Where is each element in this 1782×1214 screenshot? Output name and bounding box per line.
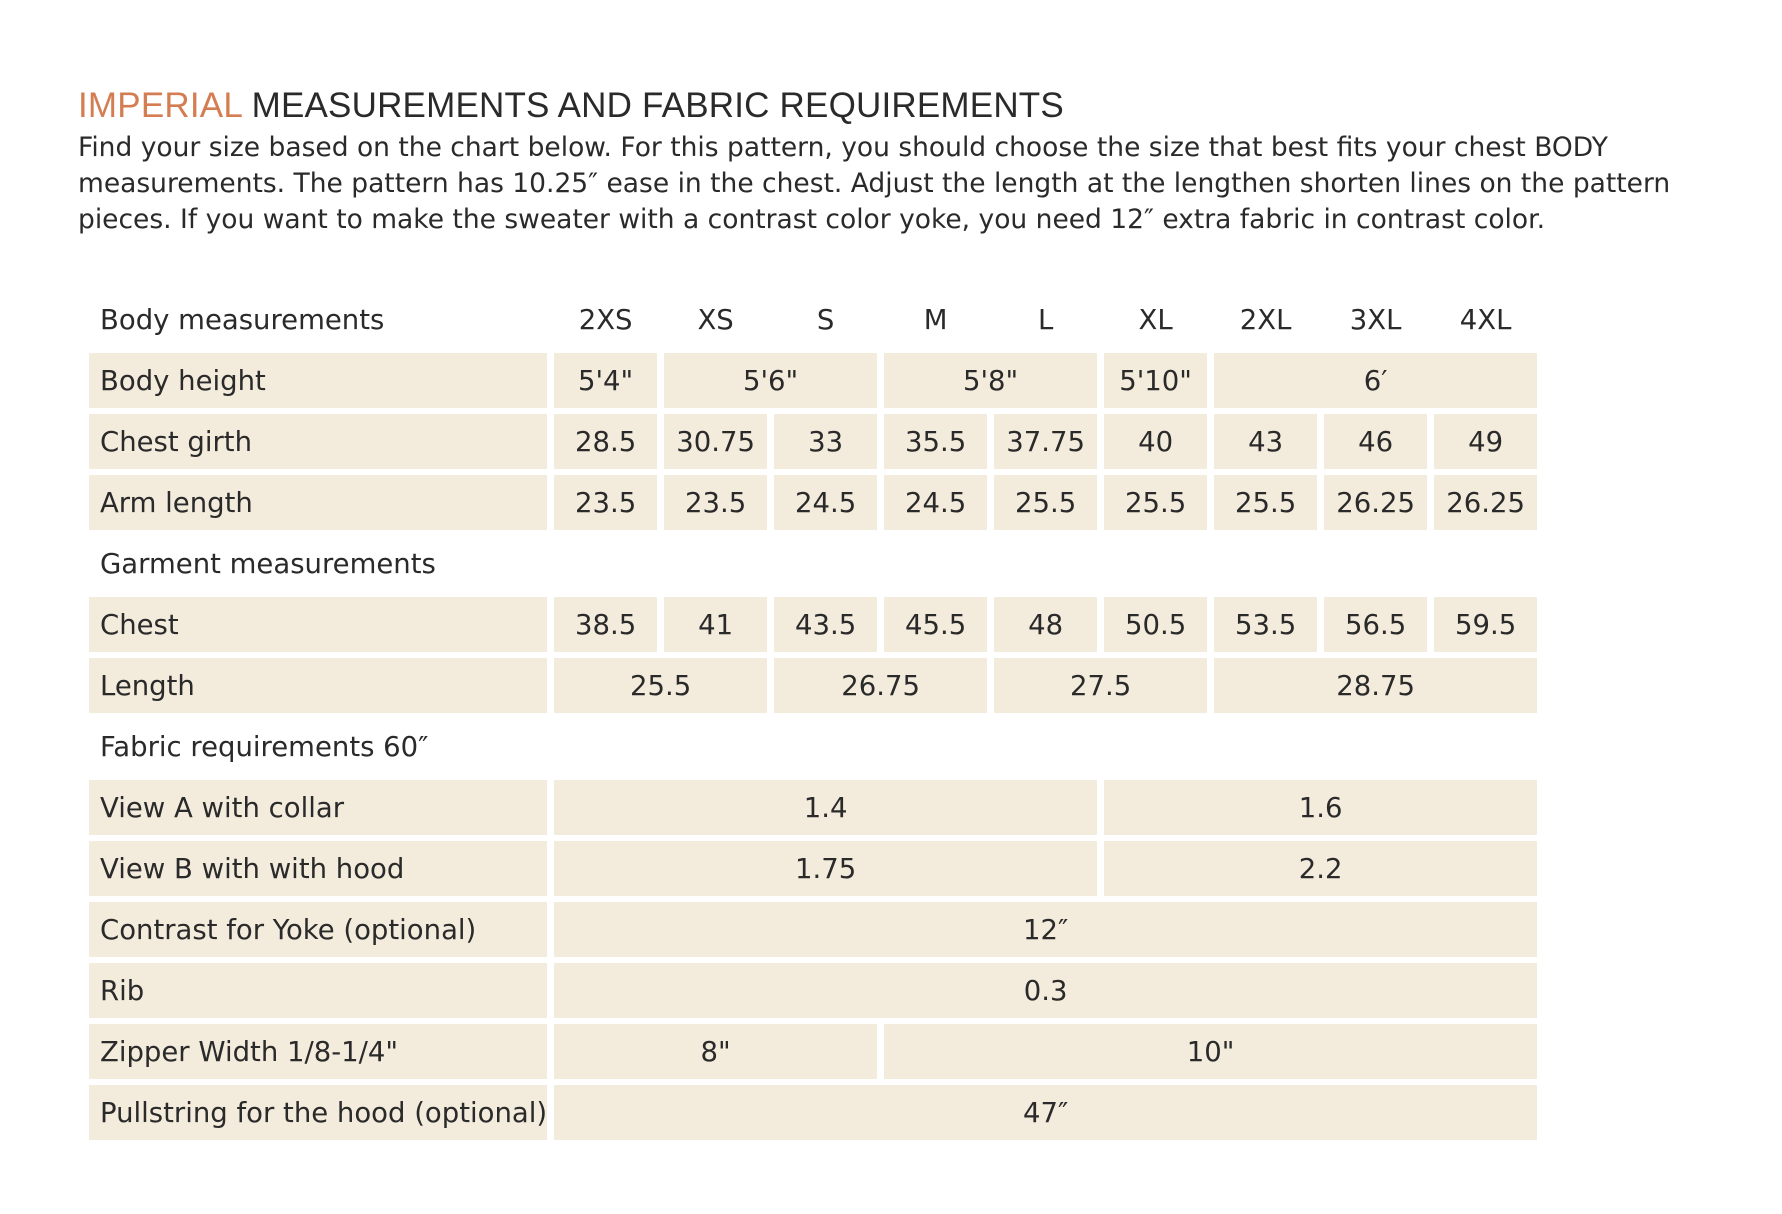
table-cell: 25.5 — [994, 475, 1097, 530]
section-heading: Fabric requirements 60″ — [100, 730, 429, 763]
table-cell: 6′ — [1214, 353, 1537, 408]
table-cell: 25.5 — [554, 658, 767, 713]
section-heading: Garment measurements — [100, 547, 436, 580]
row-label: Pullstring for the hood (optional) — [89, 1085, 547, 1140]
row-label: Body height — [89, 353, 547, 408]
table-cell: 50.5 — [1104, 597, 1207, 652]
garment-chest-row — [89, 597, 1537, 652]
chest-girth-row — [89, 414, 1537, 469]
table-cell: 12″ — [554, 902, 1537, 957]
size-header-row — [89, 292, 1537, 347]
table-cell: 23.5 — [664, 475, 767, 530]
table-cell: 24.5 — [774, 475, 877, 530]
fabric-section-row — [89, 719, 1537, 774]
size-chart-table — [82, 286, 1544, 1146]
table-cell: 59.5 — [1434, 597, 1537, 652]
view-a-row — [89, 780, 1537, 835]
page-title — [78, 86, 1064, 126]
garment-length-row — [89, 658, 1537, 713]
body-measurements-heading: Body measurements — [100, 303, 385, 336]
view-b-row — [89, 841, 1537, 896]
table-cell: 1.6 — [1104, 780, 1537, 835]
size-header: L — [1037, 303, 1054, 336]
size-header: M — [923, 303, 948, 336]
table-cell: 48 — [994, 597, 1097, 652]
size-header: 3XL — [1349, 303, 1402, 336]
table-cell: 41 — [664, 597, 767, 652]
table-cell: 35.5 — [884, 414, 987, 469]
table-cell: 37.75 — [994, 414, 1097, 469]
table-cell: 53.5 — [1214, 597, 1317, 652]
table-cell: 5'10" — [1104, 353, 1207, 408]
table-cell: 10" — [884, 1024, 1537, 1079]
table-cell: 30.75 — [664, 414, 767, 469]
table-cell: 49 — [1434, 414, 1537, 469]
table-cell: 45.5 — [884, 597, 987, 652]
pullstring-row — [89, 1085, 1537, 1140]
size-header: S — [816, 303, 835, 336]
table-cell: 28.75 — [1214, 658, 1537, 713]
table-cell: 5'4" — [554, 353, 657, 408]
table-cell: 8" — [554, 1024, 877, 1079]
zipper-row — [89, 1024, 1537, 1079]
table-cell: 47″ — [554, 1085, 1537, 1140]
table-cell: 2.2 — [1104, 841, 1537, 896]
table-cell: 43 — [1214, 414, 1317, 469]
intro-paragraph: Find your size based on the chart below. For this pattern, you should choose the size that best fits your chest BODY measurements. The pattern has 10.25″ ease in the chest. Adjust the length at the lengthen shorten lines on the pattern pieces. If you want to make the sweater with a contrast color yoke, you need 12″ extra fabric in contrast color. — [78, 132, 1671, 235]
table-cell: 46 — [1324, 414, 1427, 469]
arm-length-row — [89, 475, 1537, 530]
row-label: Contrast for Yoke (optional) — [89, 902, 547, 957]
table-cell: 33 — [774, 414, 877, 469]
table-cell: 25.5 — [1214, 475, 1317, 530]
size-header: 4XL — [1459, 303, 1512, 336]
table-cell: 38.5 — [554, 597, 657, 652]
table-cell: 1.4 — [554, 780, 1097, 835]
row-label: View A with collar — [89, 780, 547, 835]
table-cell: 27.5 — [994, 658, 1207, 713]
table-cell: 5'6" — [664, 353, 877, 408]
table-cell: 28.5 — [554, 414, 657, 469]
rib-row — [89, 963, 1537, 1018]
row-label: Length — [89, 658, 547, 713]
table-cell: 56.5 — [1324, 597, 1427, 652]
size-header: XS — [697, 303, 734, 336]
garment-section-row — [89, 536, 1537, 591]
table-cell: 26.25 — [1324, 475, 1427, 530]
row-label: Zipper Width 1/8-1/4" — [89, 1024, 547, 1079]
table-cell: 40 — [1104, 414, 1207, 469]
table-cell: 26.75 — [774, 658, 987, 713]
contrast-yoke-row — [89, 902, 1537, 957]
table-cell: 43.5 — [774, 597, 877, 652]
size-header: 2XS — [578, 303, 633, 336]
table-cell: 5'8" — [884, 353, 1097, 408]
size-header: XL — [1138, 303, 1173, 336]
body-height-row — [89, 353, 1537, 408]
table-cell: 25.5 — [1104, 475, 1207, 530]
row-label: Chest — [89, 597, 547, 652]
row-label: Chest girth — [89, 414, 547, 469]
row-label: View B with with hood — [89, 841, 547, 896]
table-cell: 1.75 — [554, 841, 1097, 896]
table-cell: 23.5 — [554, 475, 657, 530]
size-header: 2XL — [1239, 303, 1292, 336]
table-cell: 26.25 — [1434, 475, 1537, 530]
row-label: Rib — [89, 963, 547, 1018]
title-accent: IMPERIAL — [78, 86, 242, 125]
table-cell: 0.3 — [554, 963, 1537, 1018]
title-rest: MEASUREMENTS AND FABRIC REQUIREMENTS — [241, 86, 1064, 125]
row-label: Arm length — [89, 475, 547, 530]
table-cell: 24.5 — [884, 475, 987, 530]
